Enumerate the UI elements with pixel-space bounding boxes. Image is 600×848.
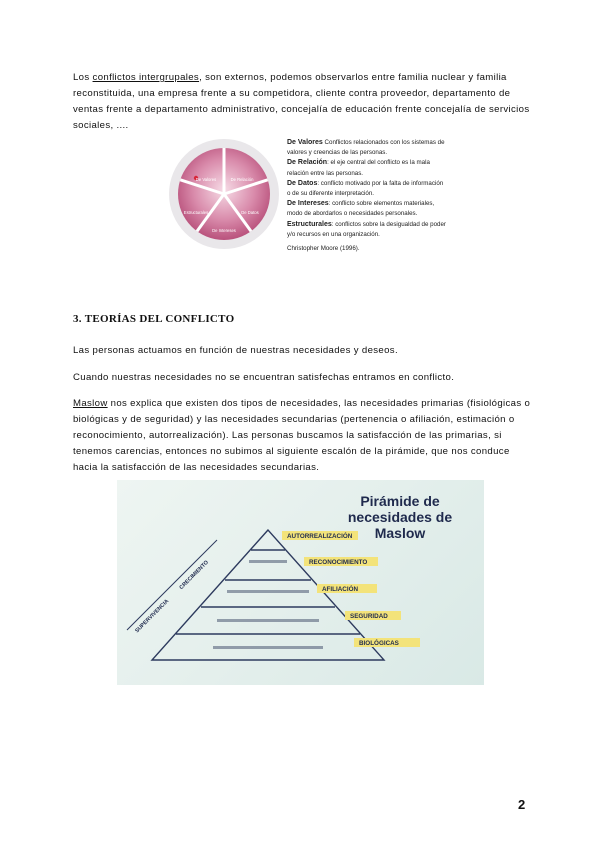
- paragraph-needs: Las personas actuamos en función de nuestras necesidades y deseos.: [73, 345, 398, 356]
- legend-item: De Datos: conflicto motivado por la falta de información o de su diferente interpretación.: [287, 179, 444, 198]
- maslow-link[interactable]: Maslow: [73, 398, 108, 409]
- maslow-title-line1: Pirámide de: [360, 493, 440, 509]
- maslow-title-line3: Maslow: [374, 525, 426, 541]
- axis-label-growth: CRECIMIENTO: [178, 559, 210, 591]
- level-recognition: RECONOCIMIENTO: [309, 559, 368, 566]
- conflict-types-wheel: [168, 138, 280, 250]
- pyramid: [152, 530, 384, 660]
- legend-item: De Intereses: conflicto sobre elementos materiales, modo de abordarlos o necesidades personales.: [287, 200, 435, 218]
- wheel-label-data: De Datos: [241, 210, 259, 215]
- paragraph-conflict: Cuando nuestras necesidades no se encuentran satisfechas entramos en conflicto.: [73, 372, 455, 383]
- maslow-title-line2: necesidades de: [347, 509, 453, 525]
- page-number: 2: [518, 797, 526, 812]
- intergroup-conflicts-link[interactable]: conflictos intergrupales: [92, 72, 200, 83]
- section-heading: 3. TEORÍAS DEL CONFLICTO: [73, 313, 235, 325]
- maslow-pyramid-image: [117, 480, 484, 685]
- axis-label-survival: SUPERVIVENCIA: [134, 598, 171, 635]
- level-security: SEGURIDAD: [350, 613, 388, 620]
- wheel-label-values: De Valores: [195, 177, 217, 182]
- level-biological: BIOLÓGICAS: [359, 640, 399, 647]
- paragraph-maslow: Maslow nos explica que existen dos tipos de necesidades, las necesidades primarias (fisiológicas o biológicas y de seguridad) y las necesidades secundarias (pertenencia o afiliación, estimación o reconocimiento, autorrealización). Las personas buscamos la satisfacción de las primarias, si tenemos carencias, entonces no subimos al siguiente escalón de la pirámide, que nos conduce hacia la satisfacción de las necesidades secundarias.: [73, 398, 531, 473]
- wheel-label-interests: De Intereses: [212, 228, 236, 233]
- legend-item: Estructurales: conflictos sobre la desigualdad de poder y/o recursos en una organización.: [287, 220, 446, 238]
- level-self-actualization: AUTORREALIZACIÓN: [287, 533, 353, 540]
- level-affiliation: AFILIACIÓN: [322, 586, 359, 593]
- legend-item: De Relación: el eje central del conflicto es la mala relación entre las personas.: [287, 159, 430, 177]
- wheel-label-structural: Estructurales: [183, 210, 209, 215]
- conflict-types-legend: [287, 138, 447, 254]
- legend-item: De Valores Conflictos relacionados con los sistemas de valores y creencias de las personas.: [287, 139, 445, 157]
- wheel-label-relation: De Relación: [230, 177, 254, 182]
- growth-axis-line: [127, 540, 217, 630]
- intro-paragraph: Los conflictos intergrupales, son externos, podemos observarlos entre familia nuclear y familia reconstituida, una empresa frente a su competidora, cliente contra proveedor, departamento de ventas frente a departamento administrativo, concejalía de educación frente concejalía de servicios sociales, ....: [73, 72, 530, 131]
- legend-citation: Christopher Moore (1996).: [287, 245, 360, 253]
